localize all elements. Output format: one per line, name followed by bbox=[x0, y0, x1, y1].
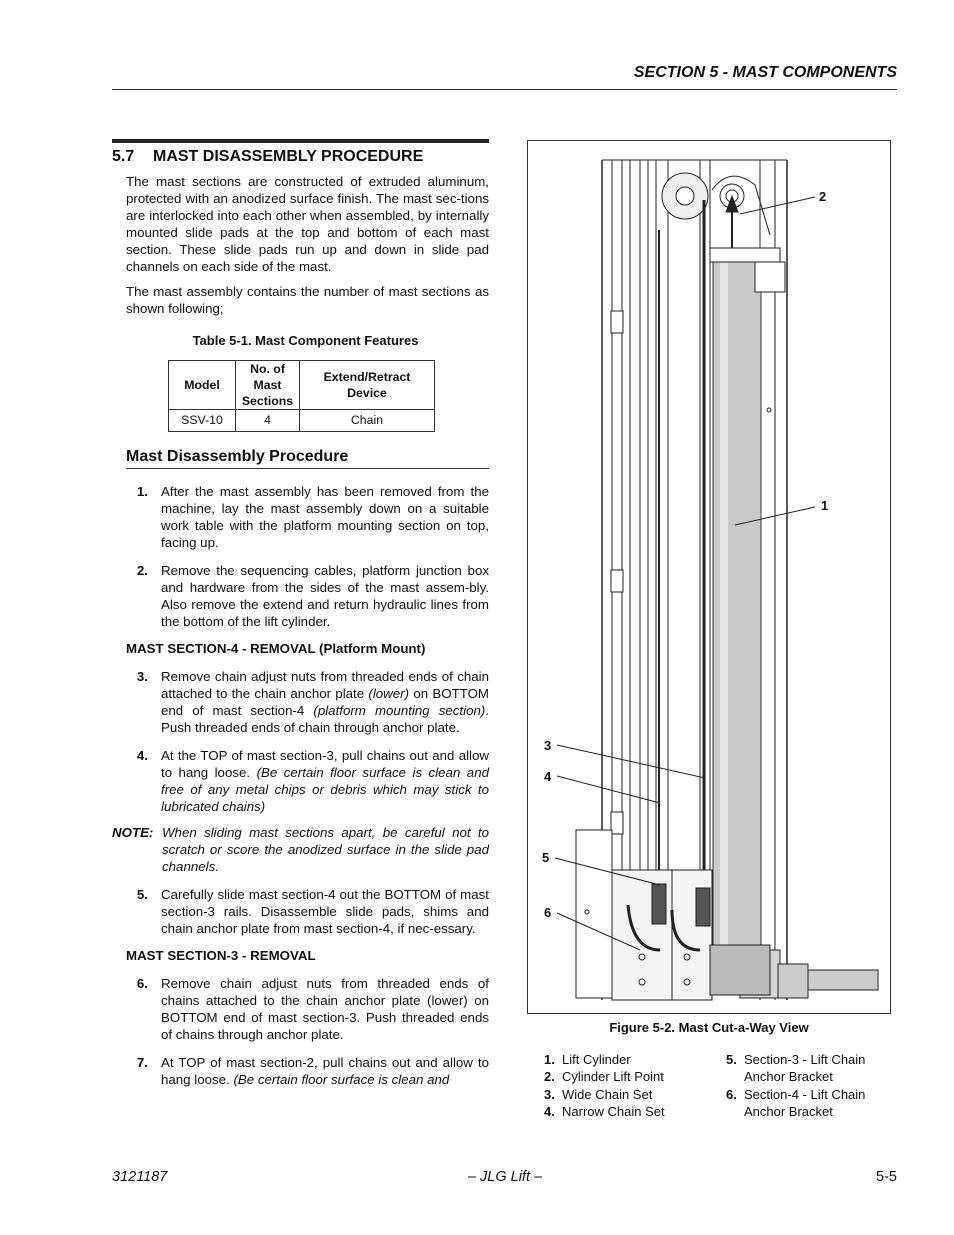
step-1 bbox=[112, 483, 489, 551]
procedure-title: Mast Disassembly Procedure bbox=[126, 448, 489, 469]
step-number: 1. bbox=[136, 484, 148, 499]
figure-caption: Figure 5-2. Mast Cut-a-Way View bbox=[609, 1020, 809, 1035]
intro-paragraph: The mast sections are constructed of extruded aluminum, protected with an anodized surface finish. The mast sec-tions are interlocked into each other when assembled, by internally mounted slide pads at the top and bottom of each mast section. These slide pads run up and down in slide pad channels on each side of the mast. bbox=[126, 174, 489, 274]
footer-doc-number: 3121187 bbox=[112, 1169, 168, 1185]
section-title: MAST DISASSEMBLY PROCEDURE bbox=[153, 148, 424, 165]
note-label: NOTE: bbox=[112, 825, 154, 840]
table-header-row bbox=[169, 361, 435, 410]
legend-item: 5. Section-3 - Lift Chain Anchor Bracket bbox=[726, 1052, 866, 1085]
step-text: At TOP of mast section-2, pull chains out and allow to hang loose. (Be certain floor surface is clean and bbox=[161, 1055, 489, 1087]
step-number: 2. bbox=[136, 563, 148, 578]
step-text: After the mast assembly has been removed from the machine, lay the mast assembly down on a suitable work table with the platform mounting section on top, facing up. bbox=[161, 484, 489, 550]
legend-item: 3. Wide Chain Set bbox=[544, 1086, 653, 1102]
step-5 bbox=[112, 886, 489, 937]
step-text: Remove chain adjust nuts from threaded ends of chains attached to the chain anchor plate (lower) on BOTTOM end of mast section-3. Push threaded ends of chains through anchor plate. bbox=[161, 976, 489, 1042]
legend-item: 6. Section-4 - Lift Chain Anchor Bracket bbox=[726, 1086, 866, 1120]
legend-item: 1. Lift Cylinder bbox=[544, 1052, 631, 1067]
footer-center: – JLG Lift – bbox=[467, 1169, 543, 1185]
step-3 bbox=[112, 668, 489, 736]
legend-item: 4. Narrow Chain Set bbox=[544, 1104, 665, 1120]
footer-page-number: 5-5 bbox=[876, 1169, 897, 1185]
features-table bbox=[168, 360, 435, 432]
table-header-cell: Model bbox=[169, 361, 236, 410]
table-cell: SSV-10 bbox=[169, 410, 236, 432]
table-caption: Table 5-1. Mast Component Features bbox=[192, 333, 419, 348]
callout-1: 1 bbox=[821, 498, 829, 513]
section-number: 5.7 bbox=[112, 148, 135, 165]
callout-6: 6 bbox=[544, 905, 552, 920]
mast-cutaway-illustration bbox=[528, 141, 890, 1013]
legend-column-left bbox=[544, 1051, 714, 1121]
callout-4: 4 bbox=[544, 769, 552, 784]
step-2 bbox=[112, 562, 489, 630]
callout-2: 2 bbox=[819, 189, 827, 204]
legend-column-right bbox=[726, 1051, 876, 1121]
step-4 bbox=[112, 747, 489, 815]
callout-3: 3 bbox=[544, 738, 552, 753]
note bbox=[112, 824, 489, 875]
subheading-section-4: MAST SECTION-4 - REMOVAL (Platform Mount) bbox=[126, 641, 426, 656]
header-rule bbox=[112, 89, 897, 90]
step-text: At the TOP of mast section-3, pull chains out and allow to hang loose. (Be certain floor surface is clean and free of any metal chips or debris which may stick to lubricated chains) bbox=[161, 748, 489, 814]
figure-frame bbox=[527, 140, 891, 1014]
table-cell: Chain bbox=[300, 410, 435, 432]
step-number: 6. bbox=[136, 976, 148, 991]
step-6 bbox=[112, 975, 489, 1043]
step-7 bbox=[112, 1054, 489, 1088]
table-row bbox=[169, 410, 435, 432]
legend-item: 2. Cylinder Lift Point bbox=[544, 1069, 664, 1085]
note-text: When sliding mast sections apart, be careful not to scratch or score the anodized surface in the slide pad channels. bbox=[162, 825, 489, 874]
running-header: SECTION 5 - MAST COMPONENTS bbox=[633, 64, 897, 81]
table-cell: 4 bbox=[236, 410, 300, 432]
subheading-section-3: MAST SECTION-3 - REMOVAL bbox=[126, 948, 316, 963]
table-header-cell: No. of Mast Sections bbox=[236, 361, 300, 410]
callout-5: 5 bbox=[542, 850, 550, 865]
step-number: 7. bbox=[136, 1055, 148, 1070]
step-text: Remove the sequencing cables, platform junction box and hardware from the sides of the mast assem-bly. Also remove the extend and return hydraulic lines from the bottom of the lift cylinder. bbox=[161, 563, 489, 629]
step-number: 3. bbox=[136, 669, 148, 684]
intro-paragraph-2: The mast assembly contains the number of mast sections as shown following; bbox=[126, 284, 489, 316]
section-heading bbox=[112, 148, 489, 165]
step-text: Carefully slide mast section-4 out the BOTTOM of mast section-3 rails. Disassemble slide pads, shims and chain anchor plate from mast section-4, if nec-essary. bbox=[161, 887, 489, 936]
left-column bbox=[112, 139, 489, 1088]
step-text: Remove chain adjust nuts from threaded ends of chain attached to the chain anchor plate (lower) on BOTTOM end of mast section-4 (platform mounting section). Push threaded ends of chain through anchor plate. bbox=[161, 669, 489, 735]
section-bar bbox=[112, 139, 489, 143]
step-number: 5. bbox=[136, 887, 148, 902]
table-header-cell: Extend/Retract Device bbox=[300, 361, 435, 410]
step-number: 4. bbox=[136, 748, 148, 763]
